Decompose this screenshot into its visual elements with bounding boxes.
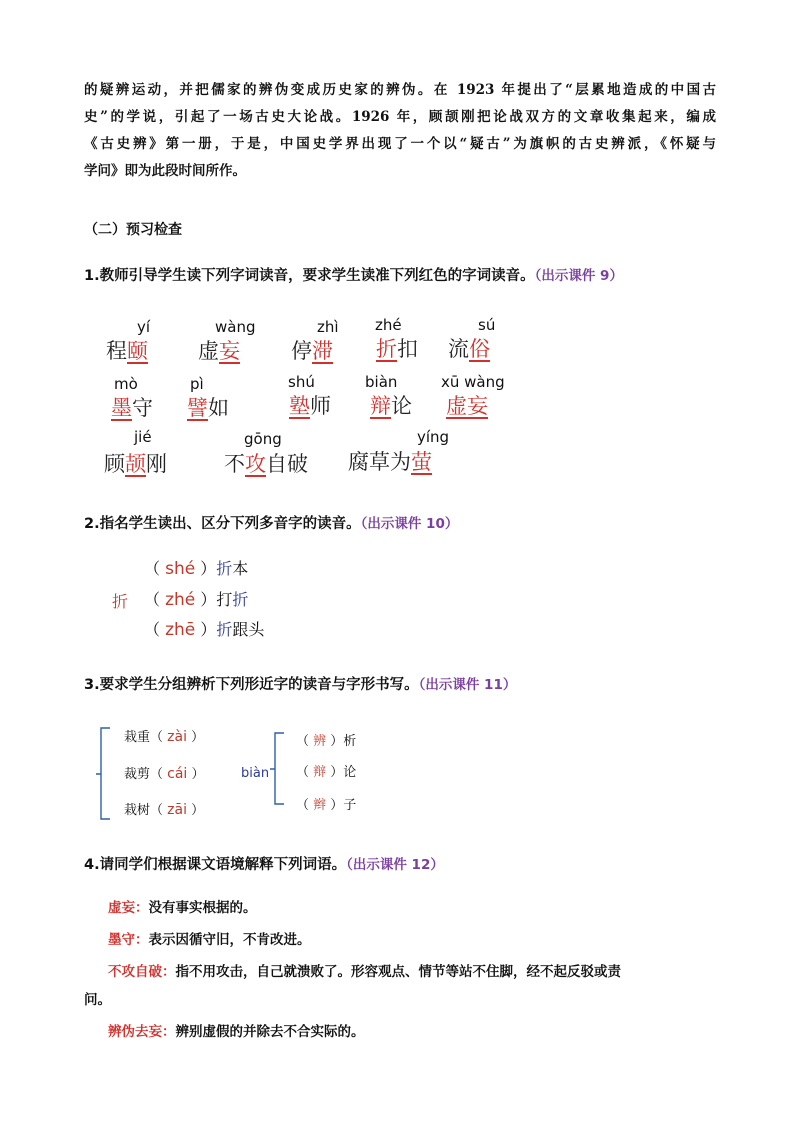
question-1 bbox=[84, 264, 623, 285]
definition: 虚妄：没有事实根据的。 bbox=[108, 900, 257, 916]
courseware-hint: （出示课件 10） bbox=[360, 516, 459, 532]
question-3 bbox=[84, 673, 516, 694]
vocab-word: 墨守 bbox=[111, 396, 153, 420]
bian-item: （ 辫 ）子 bbox=[296, 798, 357, 813]
pinyin: sú bbox=[478, 316, 496, 334]
vocab-word: 塾师 bbox=[289, 394, 331, 418]
pinyin: wàng bbox=[215, 318, 256, 336]
intro-paragraph bbox=[84, 77, 716, 185]
intro-line: 学问》即为此段时间所作。 bbox=[84, 163, 246, 179]
vocab-word: 虚妄 bbox=[198, 339, 240, 363]
intro-line: 的疑辨运动，并把儒家的辨伪变成历史家的辨伪。在 1923 年提出了“层累地造成的中国古 bbox=[84, 82, 716, 98]
vocab-word: 折扣 bbox=[376, 337, 418, 361]
vocab-word: 腐草为萤 bbox=[348, 450, 432, 474]
pinyin: mò bbox=[114, 375, 138, 393]
pinyin: biàn bbox=[365, 373, 398, 391]
polyphone-item: （ zhē ）折跟头 bbox=[144, 620, 265, 640]
courseware-hint: （出示课件 9） bbox=[534, 268, 623, 284]
pinyin: shú bbox=[288, 373, 315, 391]
question-4-text: 4.请同学们根据课文语境解释下列词语。 bbox=[84, 857, 347, 873]
question-2 bbox=[84, 512, 458, 533]
intro-line: 《古史辨》第一册，于是，中国史学界出现了一个以“疑古”为旗帜的古史辨派，《怀疑与 bbox=[84, 136, 716, 152]
question-4 bbox=[84, 853, 444, 874]
vocab-word: 不攻自破 bbox=[224, 452, 308, 476]
shape-char-item: 栽树（ zāi ） bbox=[124, 802, 205, 818]
vocab-word: 停滞 bbox=[291, 339, 333, 363]
courseware-hint: （出示课件 12） bbox=[346, 857, 444, 873]
question-3-text: 3.要求学生分组辨析下列形近字的读音与字形书写。 bbox=[84, 677, 419, 693]
pinyin: gōng bbox=[244, 430, 282, 448]
vocab-word: 流俗 bbox=[448, 337, 490, 361]
definition: 辨伪去妄：辨别虚假的并除去不合实际的。 bbox=[108, 1024, 365, 1040]
polyphone-item: （ shé ）折本 bbox=[144, 559, 249, 579]
shape-char-item: 栽重（ zài ） bbox=[124, 729, 205, 745]
bian-item: （ 辨 ）析 bbox=[296, 734, 357, 749]
vocab-word: 辩论 bbox=[370, 394, 412, 418]
shape-char-item: 裁剪（ cái ） bbox=[124, 766, 205, 782]
right-bracket bbox=[270, 731, 294, 807]
pinyin: jié bbox=[134, 428, 152, 446]
vocab-word: 顾颉刚 bbox=[104, 452, 167, 476]
definition: 墨守：表示因循守旧，不肯改进。 bbox=[108, 932, 311, 948]
definition: 不攻自破：指不用攻击，自己就溃败了。形容观点、情节等站不住脚，经不起反驳或责 bbox=[108, 964, 621, 980]
pinyin: yíng bbox=[417, 428, 450, 446]
pinyin: zhé bbox=[375, 316, 402, 334]
bian-item: （ 辩 ）论 bbox=[296, 765, 357, 780]
polyphone-item: （ zhé ）打折 bbox=[144, 590, 249, 610]
vocab-word: 程颐 bbox=[106, 339, 148, 363]
question-2-text: 2.指名学生读出、区分下列多音字的读音。 bbox=[84, 516, 361, 532]
question-1-text: 1.教师引导学生读下列字词读音，要求学生读准下列红色的字词读音。 bbox=[84, 268, 535, 284]
pinyin: yí bbox=[137, 318, 151, 336]
definition-continuation: 问。 bbox=[84, 992, 111, 1008]
courseware-hint: （出示课件 11） bbox=[418, 677, 517, 693]
pinyin: pì bbox=[190, 375, 204, 393]
pinyin: xū wàng bbox=[441, 373, 505, 391]
pinyin: zhì bbox=[317, 318, 339, 336]
left-bracket bbox=[96, 726, 120, 822]
vocab-word: 譬如 bbox=[187, 396, 229, 420]
polyphone-head-char: 折 bbox=[112, 592, 129, 611]
vocab-word: 虚妄 bbox=[446, 394, 488, 418]
section-heading: （二）预习检查 bbox=[84, 222, 182, 238]
intro-line: 史”的学说，引起了一场古史大论战。1926 年，顾颉刚把论战双方的文章收集起来，编成 bbox=[84, 109, 716, 125]
bian-pinyin: biàn bbox=[241, 766, 270, 781]
